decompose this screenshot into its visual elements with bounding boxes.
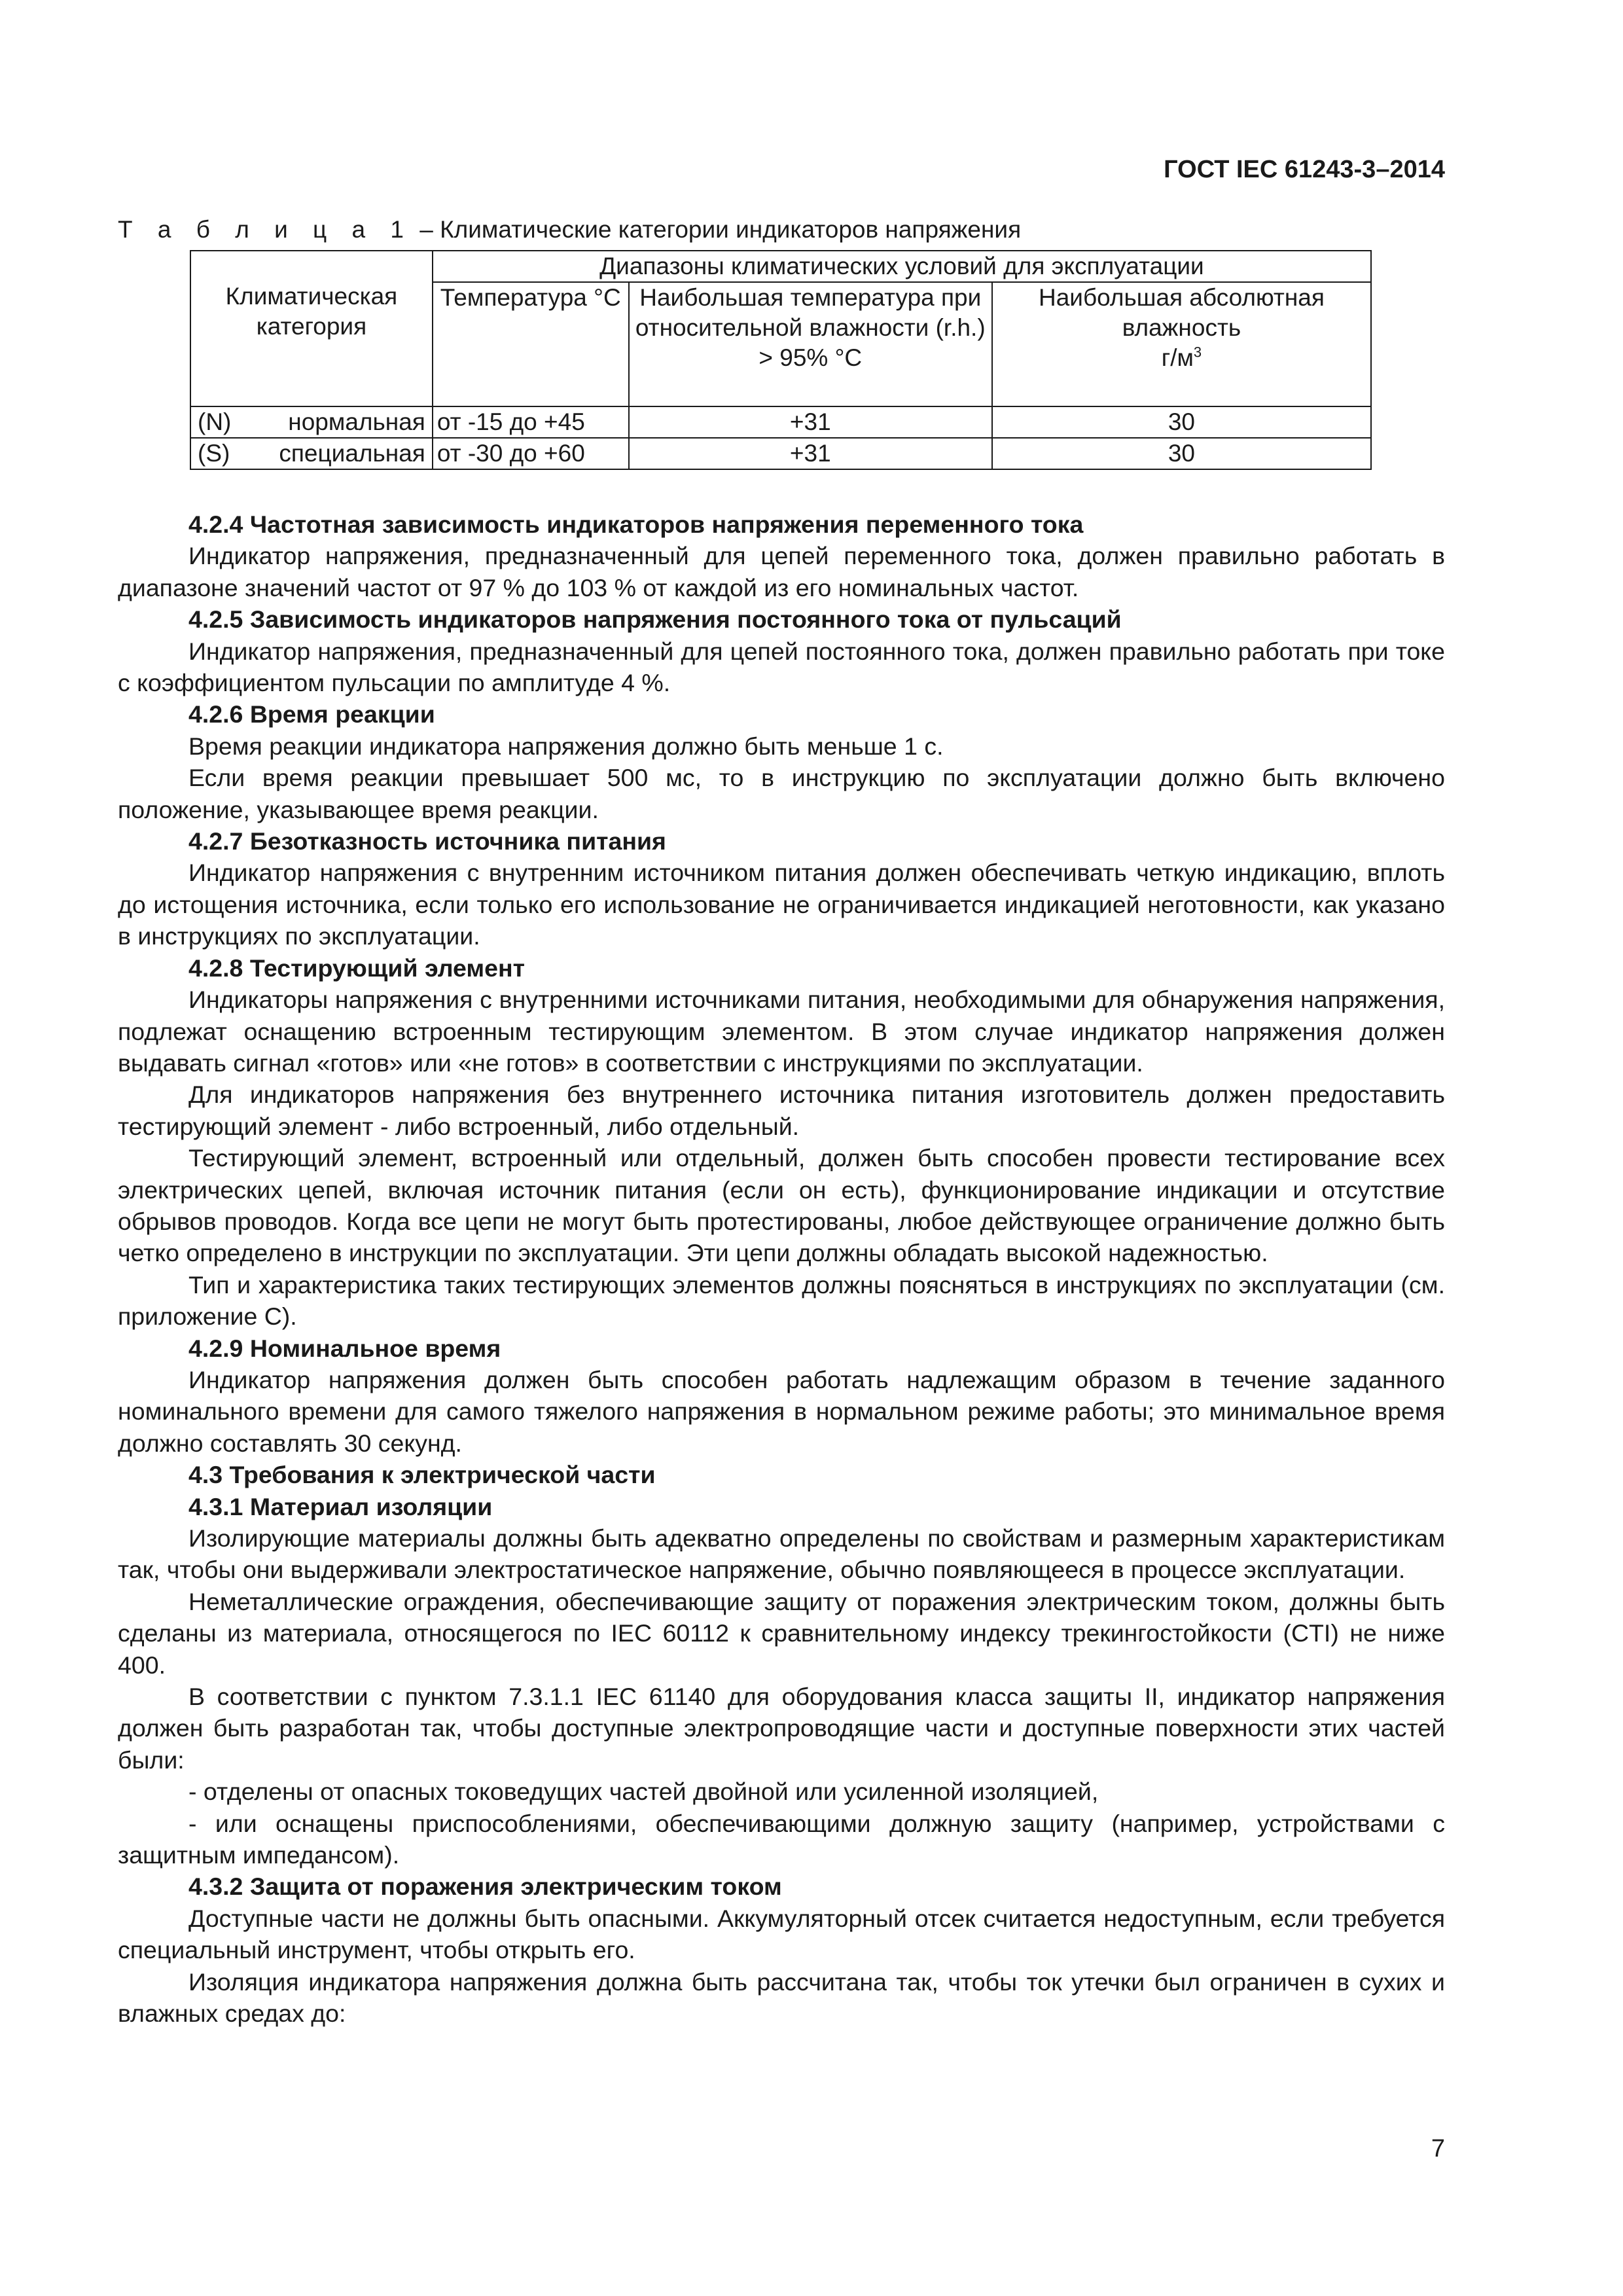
table-caption-text: – Климатические категории индикаторов напряжения <box>412 216 1022 243</box>
paragraph: Тип и характеристика таких тестирующих элементов должны поясняться в инструкциях по эксплуатации (см. приложение С). <box>118 1270 1445 1331</box>
list-item: - отделены от опасных токоведущих частей двойной или усиленной изоляцией, <box>188 1778 1099 1806</box>
paragraph: Если время реакции превышает 500 мс, то в инструкцию по эксплуатации должно быть включено положение, указывающее время реакции. <box>118 764 1445 823</box>
list-item: - или оснащены приспособлениями, обеспечивающими должную защиту (например, устройствами с защитным импедансом). <box>118 1809 1445 1869</box>
max-temperature-cell: +31 <box>629 438 992 469</box>
paragraph: Индикаторы напряжения с внутренними источниками питания, необходимыми для обнаружения напряжения, подлежат оснащению встроенным тестирующим элементом. В этом случае индикатор напряжения должен выдавать сигнал «готов» или «не готов» в соответствии с инструкциями по эксплуатации. <box>118 986 1445 1077</box>
unit-superscript: 3 <box>1193 344 1202 361</box>
paragraph: Тестирующий элемент, встроенный или отдельный, должен быть способен провести тестирование всех электрических цепей, включая источник питания (если он есть), функционирование индикации и отсутствие обрывов проводов. Когда все цепи не могут быть протестированы, любое действующее ограничение должно быть четко определено в инструкции по эксплуатации. Эти цепи должны обладать высокой надежностью. <box>118 1144 1445 1267</box>
temperature-cell: от -15 до +45 <box>433 406 629 438</box>
page-number: 7 <box>1431 2135 1445 2162</box>
section-heading: 4.3.2 Защита от поражения электрическим током <box>188 1873 782 1901</box>
section-heading: 4.2.4 Частотная зависимость индикаторов напряжения переменного тока <box>188 511 1084 538</box>
section-heading: 4.2.9 Номинальное время <box>188 1334 501 1362</box>
table-row <box>190 406 1371 438</box>
document-body <box>118 509 1445 2030</box>
category-code: (N) <box>198 408 232 435</box>
category-name: нормальная <box>288 408 425 435</box>
paragraph: Индикатор напряжения с внутренним источником питания должен обеспечивать четкую индикацию, вплоть до истощения источника, если только его использование не ограничивается индикацией неготовности, как указано в инструкциях по эксплуатации. <box>118 859 1445 950</box>
section-heading: 4.2.6 Время реакции <box>188 700 435 728</box>
section-heading: 4.2.7 Безотказность источника питания <box>188 827 666 855</box>
climate-categories-table <box>190 250 1372 470</box>
section-heading: 4.2.5 Зависимость индикаторов напряжения постоянного тока от пульсаций <box>188 605 1122 634</box>
paragraph: Индикатор напряжения должен быть способен работать надлежащим образом в течение заданного номинального времени для самого тяжелого напряжения в нормальном режиме работы; это минимальное время должно составлять 30 секунд. <box>118 1365 1445 1457</box>
paragraph: Время реакции индикатора напряжения должно быть меньше 1 с. <box>188 732 944 760</box>
category-name: специальная <box>279 440 425 467</box>
table-caption-prefix: Т а б л и ц а 1 <box>118 216 413 243</box>
paragraph: Доступные части не должны быть опасными. Аккумуляторный отсек считается недоступным, если требуется специальный инструмент, чтобы открыть его. <box>118 1904 1445 1964</box>
max-temperature-cell: +31 <box>629 406 992 438</box>
paragraph: Неметаллические ограждения, обеспечивающие защиту от поражения электрическим током, должны быть сделаны из материала, относящегося по IEC 60112 к сравнительному индексу трекингостойкости (CTI) не ниже 400. <box>118 1587 1445 1679</box>
category-code: (S) <box>198 440 230 467</box>
category-cell <box>190 406 433 438</box>
header-max-temperature: Наибольшая температура при относительной влажности (r.h.) > 95% °С <box>629 282 992 406</box>
header-absolute-humidity-label: Наибольшая абсолютная влажность <box>1038 284 1325 341</box>
table-caption <box>118 216 1021 243</box>
paragraph: Индикатор напряжения, предназначенный для цепей переменного тока, должен правильно работать в диапазоне значений частот от 97 % до 103 % от каждой из его номинальных частот. <box>118 542 1445 601</box>
header-climatic-category: Климатическая категория <box>190 251 433 406</box>
table-row <box>190 438 1371 469</box>
table-header-row-1 <box>190 251 1371 282</box>
humidity-cell: 30 <box>992 438 1371 469</box>
header-absolute-humidity-unit: г/м <box>1161 344 1194 371</box>
humidity-cell: 30 <box>992 406 1371 438</box>
document-header: ГОСТ IEC 61243-3–2014 <box>1164 156 1445 183</box>
section-heading: 4.2.8 Тестирующий элемент <box>188 954 526 982</box>
header-operating-ranges: Диапазоны климатических условий для эксплуатации <box>433 251 1371 282</box>
section-heading: 4.3 Требования к электрической части <box>188 1461 656 1489</box>
category-cell <box>190 438 433 469</box>
temperature-cell: от -30 до +60 <box>433 438 629 469</box>
paragraph: В соответствии с пунктом 7.3.1.1 IEC 61140 для оборудования класса защиты II, индикатор напряжения должен быть разработан так, чтобы доступные электропроводящие части и доступные поверхности этих частей были: <box>118 1683 1445 1774</box>
section-heading: 4.3.1 Материал изоляции <box>188 1492 493 1520</box>
paragraph: Для индикаторов напряжения без внутреннего источника питания изготовитель должен предоставить тестирующий элемент - либо встроенный, либо отдельный. <box>118 1081 1445 1140</box>
paragraph: Изоляция индикатора напряжения должна быть рассчитана так, чтобы ток утечки был ограничен в сухих и влажных средах до: <box>118 1967 1445 2028</box>
paragraph: Индикатор напряжения, предназначенный для цепей постоянного тока, должен правильно работать при токе с коэффициентом пульсации по амплитуде 4 %. <box>118 637 1445 697</box>
header-absolute-humidity <box>992 282 1371 406</box>
paragraph: Изолирующие материалы должны быть адекватно определены по свойствам и размерным характеристикам так, чтобы они выдерживали электростатическое напряжение, обычно появляющееся в процессе эксплуатации. <box>118 1524 1445 1584</box>
header-temperature: Температура °С <box>433 282 629 406</box>
